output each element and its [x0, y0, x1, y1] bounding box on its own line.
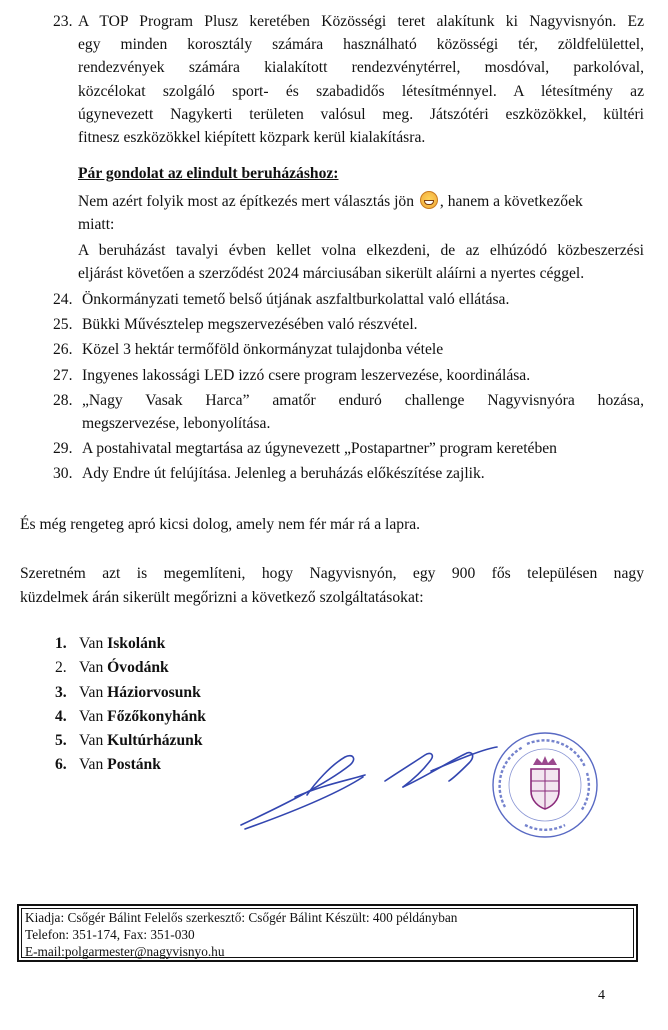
- note-1-text-after: , hanem a következőek: [439, 193, 583, 210]
- item-28-number: 28.: [53, 392, 73, 409]
- investment-heading: Pár gondolat az elindult beruházáshoz:: [78, 165, 339, 182]
- service-name: Háziorvosunk: [107, 683, 201, 701]
- item-25-text: Bükki Művésztelep megszervezésében való részvétel.: [82, 316, 418, 333]
- imprint-inner: [21, 908, 634, 958]
- stamp: [493, 733, 597, 837]
- item-23-number: 23.: [53, 13, 73, 30]
- service-name: Postánk: [107, 756, 161, 774]
- list-item: 5. Van Kultúrházunk: [55, 732, 203, 750]
- item-29-text: A postahivatal megtartása az úgynevezett „Postapartner” program keretében: [82, 440, 557, 457]
- service-name: Főzőkonyhánk: [107, 707, 206, 725]
- investment-note-2-line-1: A beruházást tavalyi évben kellet volna elkezdeni, de az elhúzódó közbeszerzési: [78, 242, 644, 259]
- service-name: Kultúrházunk: [107, 732, 203, 750]
- service-name: Iskolánk: [107, 635, 166, 652]
- item-30-text: Ady Endre út felújítása. Jelenleg a beruházás előkészítése zajlik.: [82, 465, 485, 482]
- page-number: 4: [598, 988, 605, 1003]
- list-item: 3. Van Háziorvosunk: [55, 683, 201, 701]
- list-item: 6. Van Postánk: [55, 756, 161, 774]
- item-25-number: 25.: [53, 316, 73, 333]
- imprint-email: E-mail:polgarmester@nagyvisnyo.hu: [25, 944, 225, 959]
- item-23-line-5: úgynevezett Nagykerti területen valósul meg. Játszótéri eszközökkel, kültéri: [78, 105, 644, 123]
- item-23-line-1: A TOP Program Plusz keretében Közösségi teret alakítunk ki Nagyvisnyón. Ez: [78, 13, 644, 30]
- signature-and-stamp: [235, 725, 655, 845]
- item-24-number: 24.: [53, 291, 73, 308]
- imprint-box: [17, 904, 638, 962]
- item-27-number: 27.: [53, 367, 73, 384]
- signature: [241, 747, 497, 829]
- item-23-line-4: közcélokat szolgáló sport- és szabadidős létesítménnyel. A létesítmény az: [78, 82, 644, 100]
- list-item: 1. Van Iskolánk: [55, 635, 166, 652]
- item-28-line-2: megszervezése, lebonyolítása.: [82, 415, 271, 432]
- item-23-line-6: fitnesz eszközökkel kiépített közpark kerül kialakításra.: [78, 129, 426, 146]
- item-23-line-2: egy minden korosztály számára használható közösségi tér, zöldfelülettel,: [78, 36, 644, 54]
- note-1-text-before: Nem azért folyik most az építkezés mert választás jön: [78, 193, 415, 210]
- investment-note-1: [78, 190, 583, 213]
- item-29-number: 29.: [53, 440, 73, 457]
- list-item: 2. Van Óvodánk: [55, 659, 169, 677]
- item-26-text: Közel 3 hektár termőföld önkormányzat tulajdonba vétele: [82, 341, 444, 358]
- item-23-line-3: rendezvények számára kialakított rendezvénytérrel, mosdóval, parkolóval,: [78, 59, 644, 77]
- services-intro-line-2: küzdelmek árán sikerült megőrizni a következő szolgáltatásokat:: [20, 589, 424, 606]
- item-24-text: Önkormányzati temető belső útjának aszfaltburkolattal való ellátása.: [82, 291, 510, 308]
- investment-note-2-line-2: eljárást követően a szerződést 2024 márciusában sikerült aláírni a nyertes céggel.: [78, 265, 585, 282]
- item-26-number: 26.: [53, 341, 73, 358]
- item-27-text: Ingyenes lakossági LED izzó csere program leszervezése, koordinálása.: [82, 367, 531, 384]
- list-item: 4. Van Főzőkonyhánk: [55, 707, 206, 725]
- services-list: [55, 632, 206, 778]
- investment-note-1-line-2: miatt:: [78, 216, 115, 233]
- imprint-line-2: Telefon: 351-174, Fax: 351-030: [25, 927, 195, 942]
- imprint-line-1: Kiadja: Csőgér Bálint Felelős szerkesztő: Csőgér Bálint Készült: 400 példányban: [25, 910, 458, 925]
- service-name: Óvodánk: [107, 659, 169, 677]
- item-30-number: 30.: [53, 465, 73, 482]
- services-intro-line-1: Szeretném azt is megemlíteni, hogy Nagyvisnyón, egy 900 fős településen nagy: [20, 565, 644, 582]
- item-28-line-1: „Nagy Vasak Harca” amatőr enduró challenge Nagyvisnyóra hozása,: [82, 392, 644, 409]
- closing-sentence: És még rengeteg apró kicsi dolog, amely nem fér már rá a lapra.: [20, 516, 421, 533]
- grinning-face-emoji-icon: [420, 191, 438, 209]
